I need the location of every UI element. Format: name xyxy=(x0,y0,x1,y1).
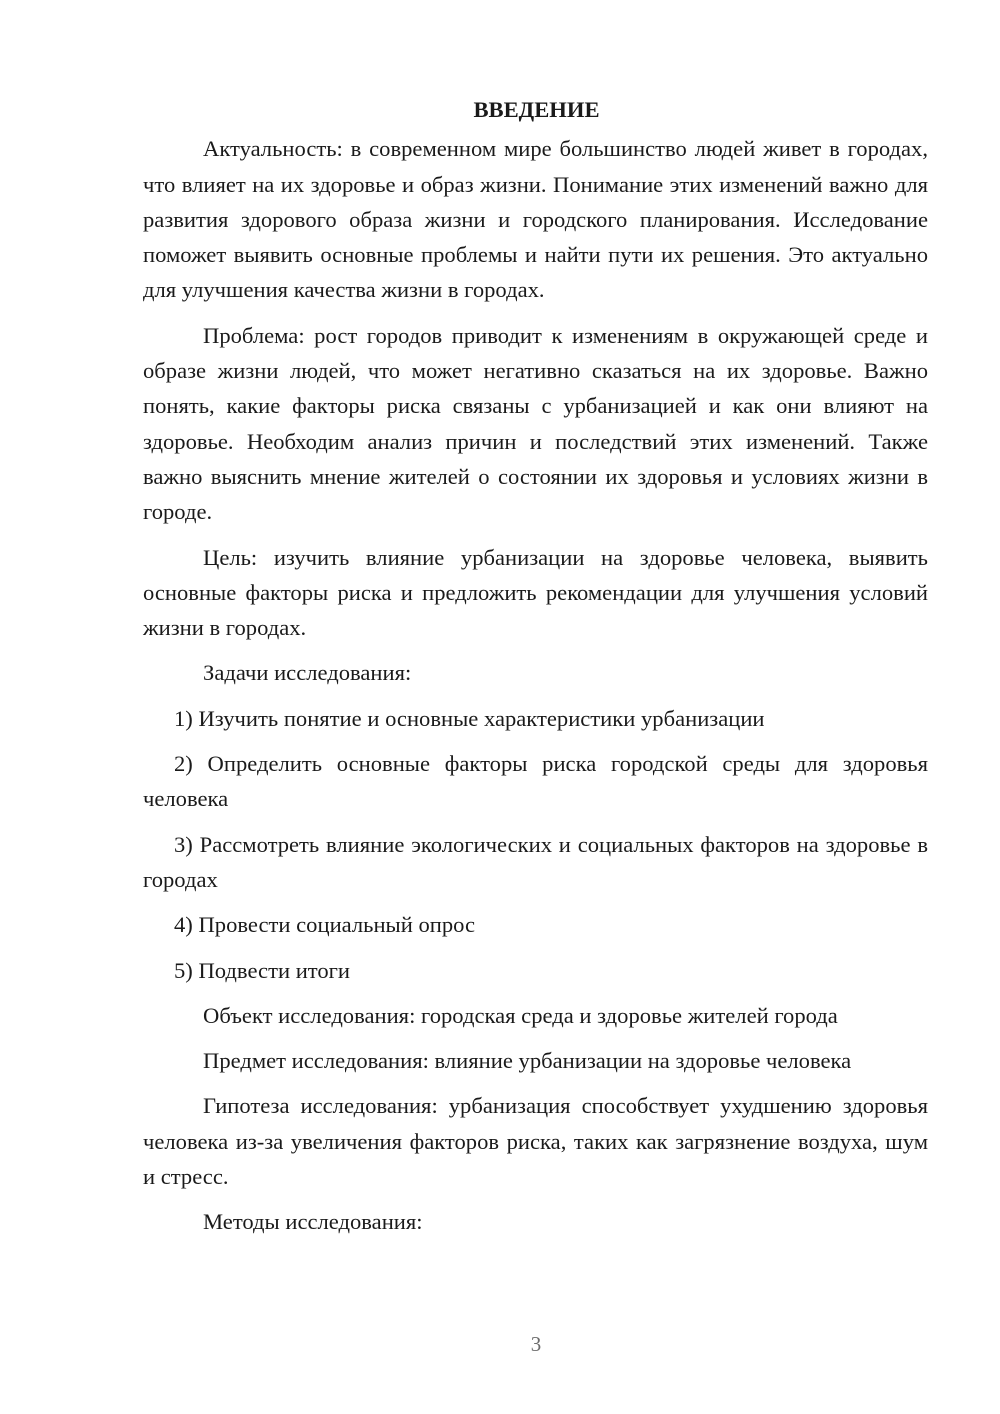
list-item: 5) Подвести итоги xyxy=(174,957,351,983)
list-item: 1) Изучить понятие и основные характеристики урбанизации xyxy=(174,705,765,731)
tasks-title: Задачи исследования: xyxy=(203,660,412,686)
paragraph-object: Объект исследования: городская среда и здоровье жителей города xyxy=(203,1002,838,1028)
paragraph-relevance: Актуальность: в современном мире большинство людей живет в городах, что влияет на их здоровье и образ жизни. Понимание этих изменений важно для развития здорового образа жизни и городского планирования. Исследование поможет выявить основные проблемы и найти пути их решения. Это актуально для улучшения качества жизни в городах. xyxy=(143,136,928,303)
paragraph-hypothesis: Гипотеза исследования: урбанизация способствует ухудшению здоровья человека из-за увеличения факторов риска, таких как загрязнение воздуха, шум и стресс. xyxy=(143,1093,928,1190)
list-item: 2) Определить основные факторы риска городской среды для здоровья человека xyxy=(143,751,928,812)
paragraph-goal: Цель: изучить влияние урбанизации на здоровье человека, выявить основные факторы риска и предложить рекомендации для улучшения условий жизни в городах. xyxy=(143,544,928,641)
paragraph-problem: Проблема: рост городов приводит к изменениям в окружающей среде и образе жизни людей, что может негативно сказаться на их здоровье. Важно понять, какие факторы риска связаны с урбанизацией и как они влияют на здоровье. Необходим анализ причин и последствий этих изменений. Также важно выяснить мнение жителей о состоянии их здоровья и условиях жизни в городе. xyxy=(143,322,928,525)
paragraph-subject: Предмет исследования: влияние урбанизации на здоровье человека xyxy=(203,1048,852,1074)
list-item: 3) Рассмотреть влияние экологических и социальных факторов на здоровье в городах xyxy=(143,831,928,892)
page-content xyxy=(143,92,928,1240)
section-heading: ВВЕДЕНИЕ xyxy=(473,97,600,122)
page-number: 3 xyxy=(530,1332,542,1356)
list-item: 4) Провести социальный опрос xyxy=(174,912,476,938)
tasks-list xyxy=(143,701,928,988)
methods-title: Методы исследования: xyxy=(203,1209,423,1235)
